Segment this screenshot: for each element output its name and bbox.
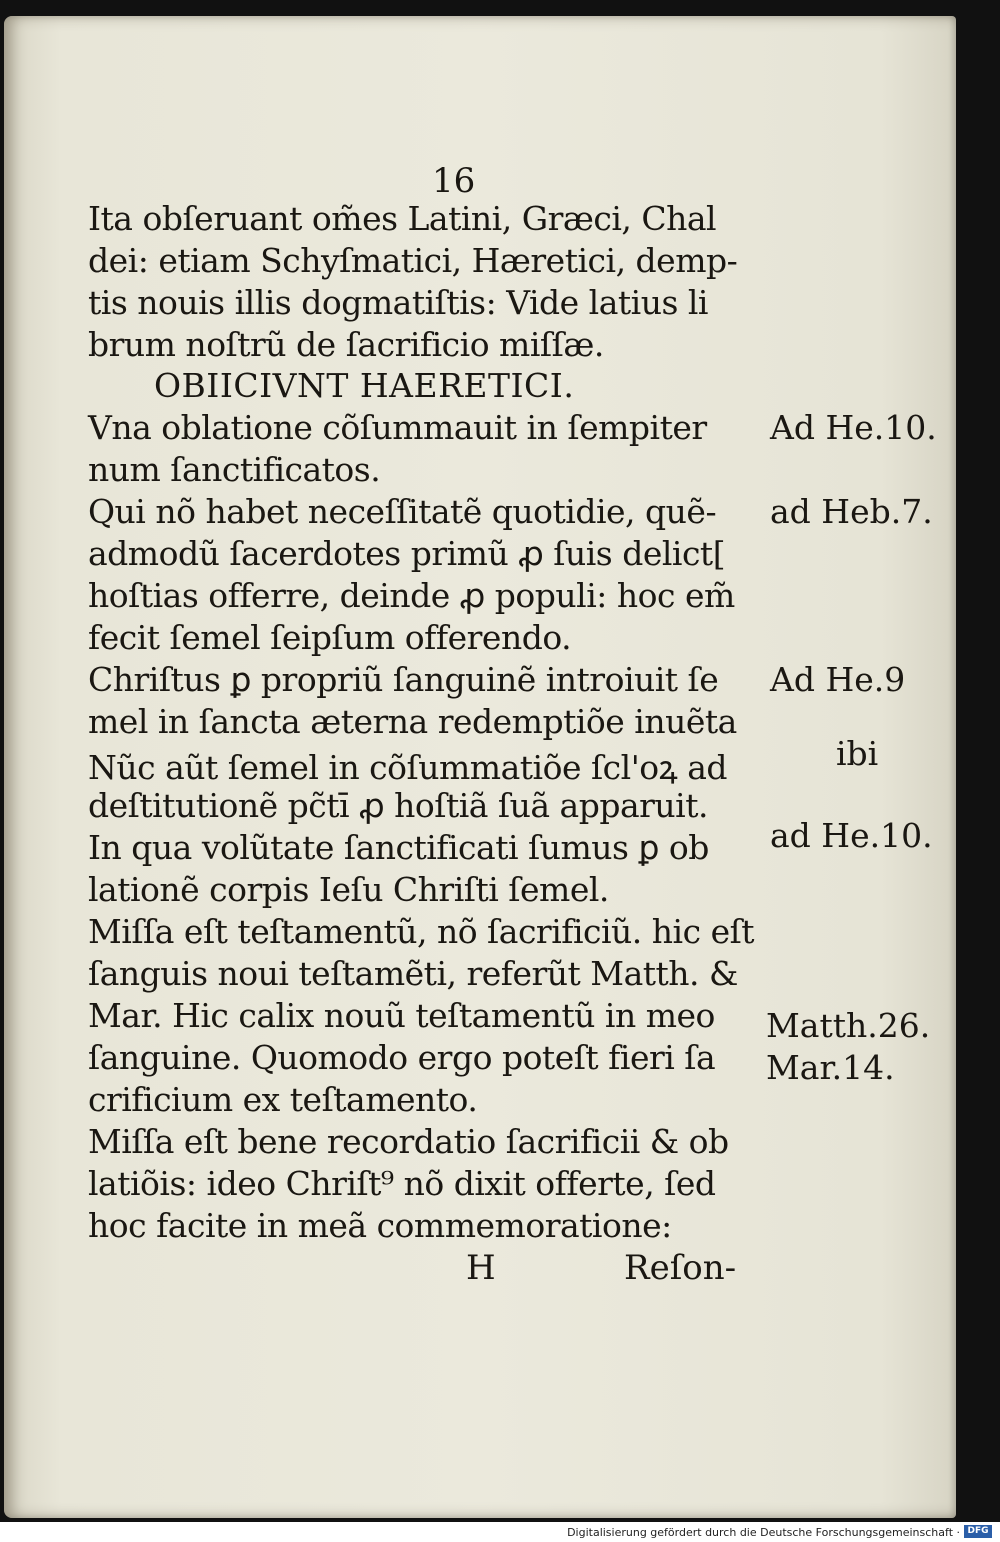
margin-note: Mar.14. — [766, 1048, 895, 1087]
text-line: crificium ex teſtamento. — [88, 1080, 478, 1119]
dfg-logo: DFG — [964, 1525, 992, 1538]
text-line: latiõis: ideo Chriſt⁹ nõ dixit offerte, ſed — [88, 1164, 716, 1203]
text-line: hoſtias offerre, deinde ꝓ populi: hoc em̃ — [88, 576, 735, 615]
text-line: mel in ſancta æterna redemptiõe inuẽta — [88, 702, 737, 741]
book-page — [4, 16, 956, 1518]
text-line: Miſſa eſt teſtamentũ, nõ ſacrificiũ. hic eſt — [88, 912, 755, 951]
text-line: Chriſtus ꝑ propriũ ſanguinẽ introiuit ſe — [88, 660, 719, 699]
margin-note: Matth.26. — [766, 1006, 931, 1045]
page-number: 16 — [432, 161, 476, 201]
text-line: dei: etiam Schyſmatici, Hæretici, demp- — [88, 241, 738, 280]
section-heading: OBIICIVNT HAERETICI. — [154, 366, 575, 405]
text-line: brum noſtrũ de ſacrificio miſſæ. — [88, 325, 604, 364]
text-line: ſanguis noui teſtamẽti, referũt Matth. & — [88, 954, 738, 993]
text-line: Vna oblatione cõſummauit in ſempiter — [88, 408, 707, 447]
text-line: Mar. Hic calix nouũ teſtamentũ in meo — [88, 996, 715, 1035]
footer-bar — [0, 1522, 1000, 1542]
margin-note: Ad He.9 — [770, 660, 906, 699]
text-line: fecit ſemel ſeipſum offerendo. — [88, 618, 572, 657]
text-line: num ſanctificatos. — [88, 450, 381, 489]
margin-note: ad Heb.7. — [770, 492, 933, 531]
text-line: ſanguine. Quomodo ergo poteſt fieri ſa — [88, 1038, 716, 1077]
text-line: lationẽ corpis Ieſu Chriſti ſemel. — [88, 870, 609, 909]
margin-note: ad He.10. — [770, 816, 933, 855]
text-line: In qua volũtate ſanctificati ſumus ꝑ ob — [88, 828, 709, 867]
text-line: Nũc aũt ſemel in cõſummatiõe ſcl'oꝝ ad — [88, 748, 728, 787]
text-line: Miſſa eſt bene recordatio ſacrificii & ob — [88, 1122, 729, 1161]
text-line: admodũ ſacerdotes primũ ꝓ ſuis delict[ — [88, 534, 726, 573]
text-line: tis nouis illis dogmatiſtis: Vide latius li — [88, 283, 708, 322]
signature-mark: H — [466, 1248, 496, 1288]
catchword: Reſon- — [624, 1248, 737, 1288]
text-line: hoc facite in meã commemoratione: — [88, 1206, 672, 1245]
text-line: deſtitutionẽ pc̃tī ꝓ hoſtiã ſuã apparuit. — [88, 786, 708, 825]
footer-credit: Digitalisierung gefördert durch die Deutsche Forschungsgemeinschaft · — [567, 1526, 960, 1539]
margin-note: Ad He.10. — [770, 408, 937, 447]
text-line: Ita obſeruant om̃es Latini, Græci, Chal — [88, 199, 717, 238]
text-line: Qui nõ habet neceſſitatẽ quotidie, quẽ- — [88, 492, 717, 531]
margin-note: ibi — [836, 734, 879, 773]
